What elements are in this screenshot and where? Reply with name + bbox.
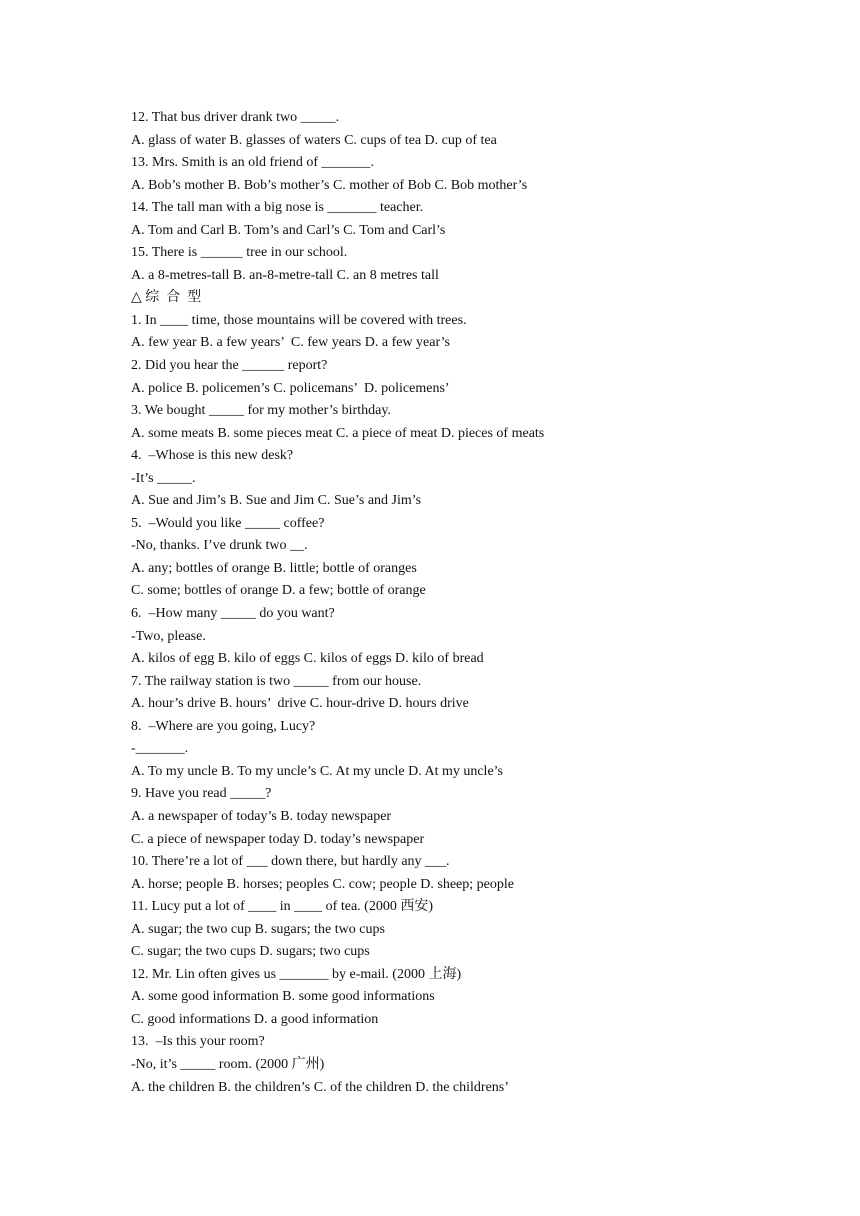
text-line: -No, thanks. I’ve drunk two __. bbox=[131, 538, 308, 554]
text-line: 13. Mrs. Smith is an old friend of _______. bbox=[131, 155, 375, 171]
text-line: 9. Have you read _____? bbox=[131, 786, 272, 802]
text-line: -It’s _____. bbox=[131, 470, 196, 486]
text-line: 7. The railway station is two _____ from our house. bbox=[131, 673, 422, 689]
text-line: A. few year B. a few years’ C. few years D. a few year’s bbox=[131, 335, 451, 351]
section-heading: △ 综 合 型 bbox=[131, 290, 202, 306]
text-line: -_______. bbox=[131, 741, 189, 757]
text-line: A. the children B. the children’s C. of the children D. the childrens’ bbox=[131, 1079, 509, 1095]
text-line: 2. Did you hear the ______ report? bbox=[131, 358, 328, 374]
text-line: 4. –Whose is this new desk? bbox=[131, 448, 294, 464]
text-line: -No, it’s _____ room. (2000 广州) bbox=[131, 1056, 325, 1072]
text-line: C. good informations D. a good information bbox=[131, 1011, 379, 1027]
text-line: 3. We bought _____ for my mother’s birthday. bbox=[131, 403, 391, 419]
text-line: 13. –Is this your room? bbox=[131, 1034, 265, 1050]
text-line: 10. There’re a lot of ___ down there, but hardly any ___. bbox=[131, 854, 450, 870]
text-line: A. a newspaper of today’s B. today newspaper bbox=[131, 808, 392, 824]
text-line: 8. –Where are you going, Lucy? bbox=[131, 718, 316, 734]
text-line: A. any; bottles of orange B. little; bottle of oranges bbox=[131, 560, 417, 576]
text-line: A. kilos of egg B. kilo of eggs C. kilos of eggs D. kilo of bread bbox=[131, 651, 484, 667]
text-line: A. sugar; the two cup B. sugars; the two cups bbox=[131, 921, 385, 937]
text-line: 15. There is ______ tree in our school. bbox=[131, 245, 348, 261]
text-line: 6. –How many _____ do you want? bbox=[131, 606, 335, 622]
text-line: A. a 8-metres-tall B. an-8-metre-tall C. an 8 metres tall bbox=[131, 267, 439, 283]
text-line: A. horse; people B. horses; peoples C. cow; people D. sheep; people bbox=[131, 876, 514, 892]
document-page bbox=[131, 107, 831, 1099]
text-line: A. Sue and Jim’s B. Sue and Jim C. Sue’s and Jim’s bbox=[131, 493, 422, 509]
text-line: C. sugar; the two cups D. sugars; two cups bbox=[131, 944, 370, 960]
text-line: A. glass of water B. glasses of waters C. cups of tea D. cup of tea bbox=[131, 132, 497, 148]
text-line: C. a piece of newspaper today D. today’s newspaper bbox=[131, 831, 425, 847]
text-line: -Two, please. bbox=[131, 628, 206, 644]
text-line: A. hour’s drive B. hours’ drive C. hour-drive D. hours drive bbox=[131, 696, 469, 712]
text-line: A. Tom and Carl B. Tom’s and Carl’s C. Tom and Carl’s bbox=[131, 222, 446, 238]
text-line: 5. –Would you like _____ coffee? bbox=[131, 515, 325, 531]
text-line: A. police B. policemen’s C. policemans’ D. policemens’ bbox=[131, 380, 450, 396]
text-line: A. some good information B. some good informations bbox=[131, 989, 435, 1005]
text-line: 12. Mr. Lin often gives us _______ by e-mail. (2000 上海) bbox=[131, 966, 462, 982]
text-line: 11. Lucy put a lot of ____ in ____ of tea. (2000 西安) bbox=[131, 899, 433, 915]
text-line: 1. In ____ time, those mountains will be covered with trees. bbox=[131, 312, 467, 328]
text-line: A. some meats B. some pieces meat C. a piece of meat D. pieces of meats bbox=[131, 425, 545, 441]
text-line: 14. The tall man with a big nose is _______ teacher. bbox=[131, 200, 424, 216]
text-line: A. To my uncle B. To my uncle’s C. At my uncle D. At my uncle’s bbox=[131, 763, 503, 779]
text-line: A. Bob’s mother B. Bob’s mother’s C. mother of Bob C. Bob mother’s bbox=[131, 177, 528, 193]
text-line: C. some; bottles of orange D. a few; bottle of orange bbox=[131, 583, 426, 599]
text-line: 12. That bus driver drank two _____. bbox=[131, 110, 340, 125]
